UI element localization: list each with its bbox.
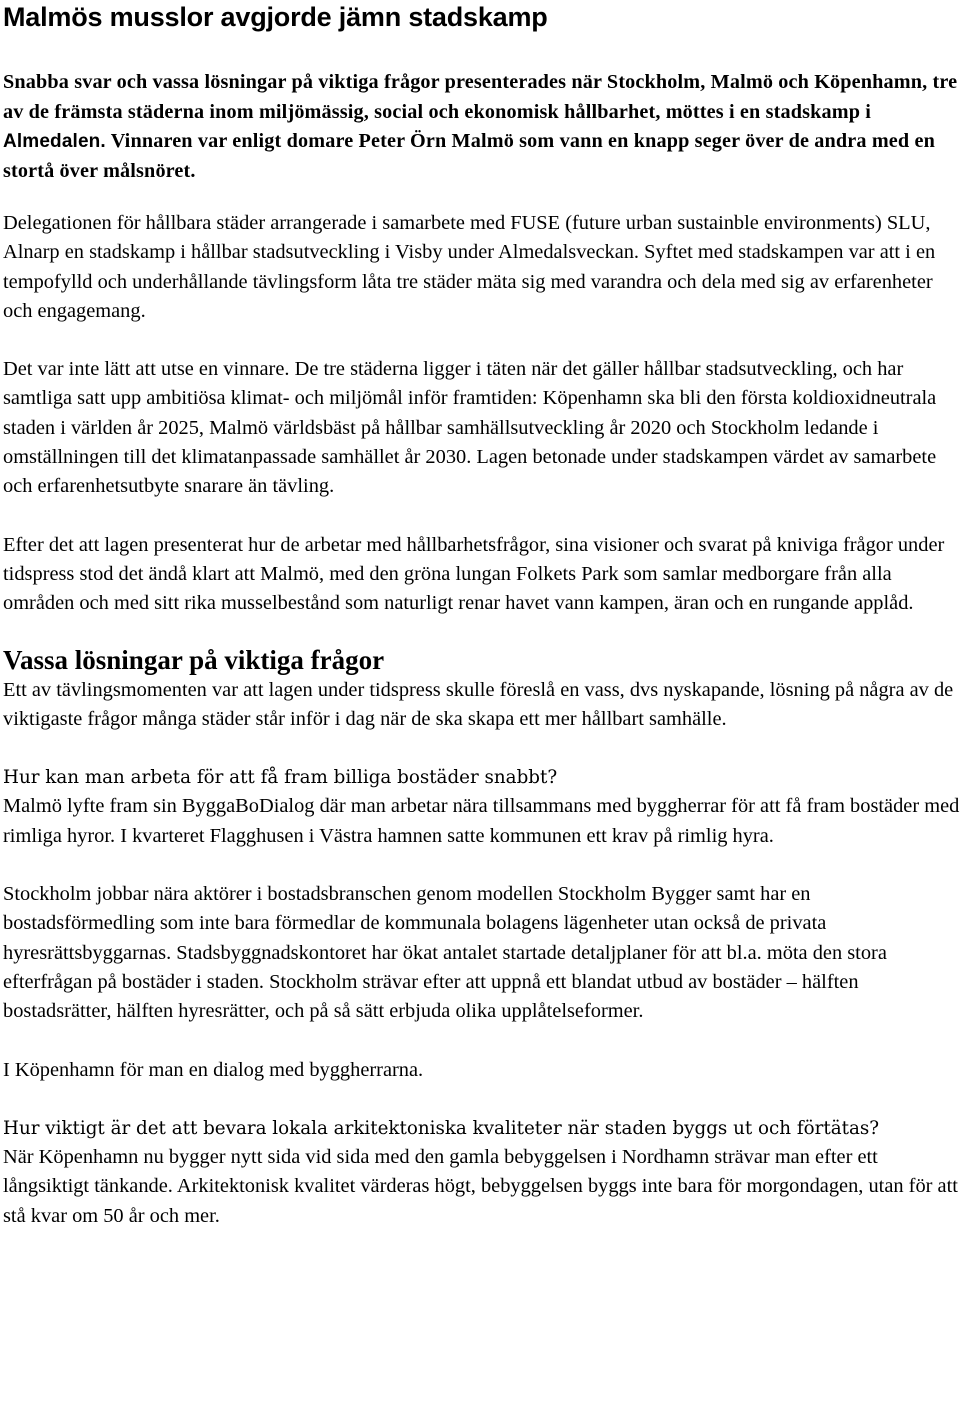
article-lead bbox=[3, 68, 960, 186]
section-intro: Ett av tävlingsmomenten var att lagen under tidspress skulle föreslå en vass, dvs nyskapande, lösning på några av de viktigaste frågor många städer står inför i dag när de ska skapa ett mer hållbart samhälle. bbox=[3, 678, 954, 730]
answer-stockholm: Stockholm jobbar nära aktörer i bostadsbranschen genom modellen Stockholm Bygger samt har en bostadsförmedling som inte bara förmedlar de kommunala bolagens lägenheter utan också de privata hyresrättsbyggarnas. Stadsbyggnadskontoret har ökat antalet startade detaljplaner för att bl.a. möta den stora efterfrågan på bostäder i staden. Stockholm strävar efter att uppnå ett blandat utbud av bostäder – hälften bostadsrätter, hälften hyresrätter, och på så sätt erbjuda olika upplåtelseformer. bbox=[3, 883, 887, 1023]
paragraph-malmo-wins: Efter det att lagen presenterat hur de arbetar med hållbarhetsfrågor, sina visioner och svarat på kniviga frågor under tidspress stod det ändå klart att Malmö, med den gröna lungan Folkets Park som samlar medborgare från alla områden och med sitt rika musselbestånd som naturligt renar havet vann kampen, äran och en rungande applåd. bbox=[3, 533, 945, 615]
article-title: Malmös musslor avgjorde jämn stadskamp bbox=[3, 2, 548, 32]
paragraph-winner: Det var inte lätt att utse en vinnare. De tre städerna ligger i täten när det gäller hållbar stadsutveckling, och har samtliga satt upp ambitiösa klimat- och miljömål inför framtiden: Köpenhamn ska bli den första koldioxidneutrala staden i världen år 2025, Malmö världsbäst på hållbar samhällsutveckling år 2020 och Stockholm ledande i omställningen till det klimatanpassade samhället år 2030. Lagen betonade under stadskampen värdet av samarbete och erfarenhetsutbyte snarare än tävling. bbox=[3, 358, 937, 498]
lead-text-1: Snabba svar och vassa lösningar på viktiga frågor presenterades när Stockholm, Malmö och Köpenhamn, tre av de främsta städerna inom miljömässig, social och ekonomisk hållbarhet, möttes i en stadskamp i bbox=[3, 71, 958, 123]
question-architecture-text: Hur viktigt är det att bevara lokala arkitektoniska kvaliteter när staden byggs ut och förtätas? bbox=[3, 1117, 880, 1139]
lead-text-2: Vinnaren var enligt domare Peter Örn Malmö som vann en knapp seger över de andra med en stortå över målsnöret. bbox=[3, 130, 935, 182]
question-housing bbox=[3, 763, 960, 792]
question-housing-text: Hur kan man arbeta för att få fram billiga bostäder snabbt? bbox=[3, 767, 558, 789]
answer-architecture: När Köpenhamn nu bygger nytt sida vid sida med den gamla bebyggelsen i Nordhamn strävar man efter ett långsiktigt tänkande. Arkitektonisk kvalitet värderas högt, bebyggelsen byggs inte bara för morgondagen, utan för att stå kvar om 50 år och mer. bbox=[3, 1146, 958, 1227]
answer-kopenhamn: I Köpenhamn för man en dialog med byggherrarna. bbox=[3, 1058, 424, 1081]
lead-place: Almedalen. bbox=[3, 131, 106, 152]
answer-malmo: Malmö lyfte fram sin ByggaBoDialog där man arbetar nära tillsammans med byggherrar för att få fram bostäder med rimliga hyror. I kvarteret Flagghusen i Västra hamnen satte kommunen ett krav på rimlig hyra. bbox=[3, 795, 960, 847]
paragraph-delegation: Delegationen för hållbara städer arrangerade i samarbete med FUSE (future urban sustainble environments) SLU, Alnarp en stadskamp i hållbar stadsutveckling i Visby under Almedalsveckan. Syftet med stadskampen var att i en tempofylld och underhållande tävlingsform låta tre städer mäta sig med varandra och dela med sig av erfarenheter och engagemang. bbox=[3, 212, 936, 322]
section-heading: Vassa lösningar på viktiga frågor bbox=[3, 644, 385, 675]
question-architecture bbox=[3, 1114, 960, 1143]
